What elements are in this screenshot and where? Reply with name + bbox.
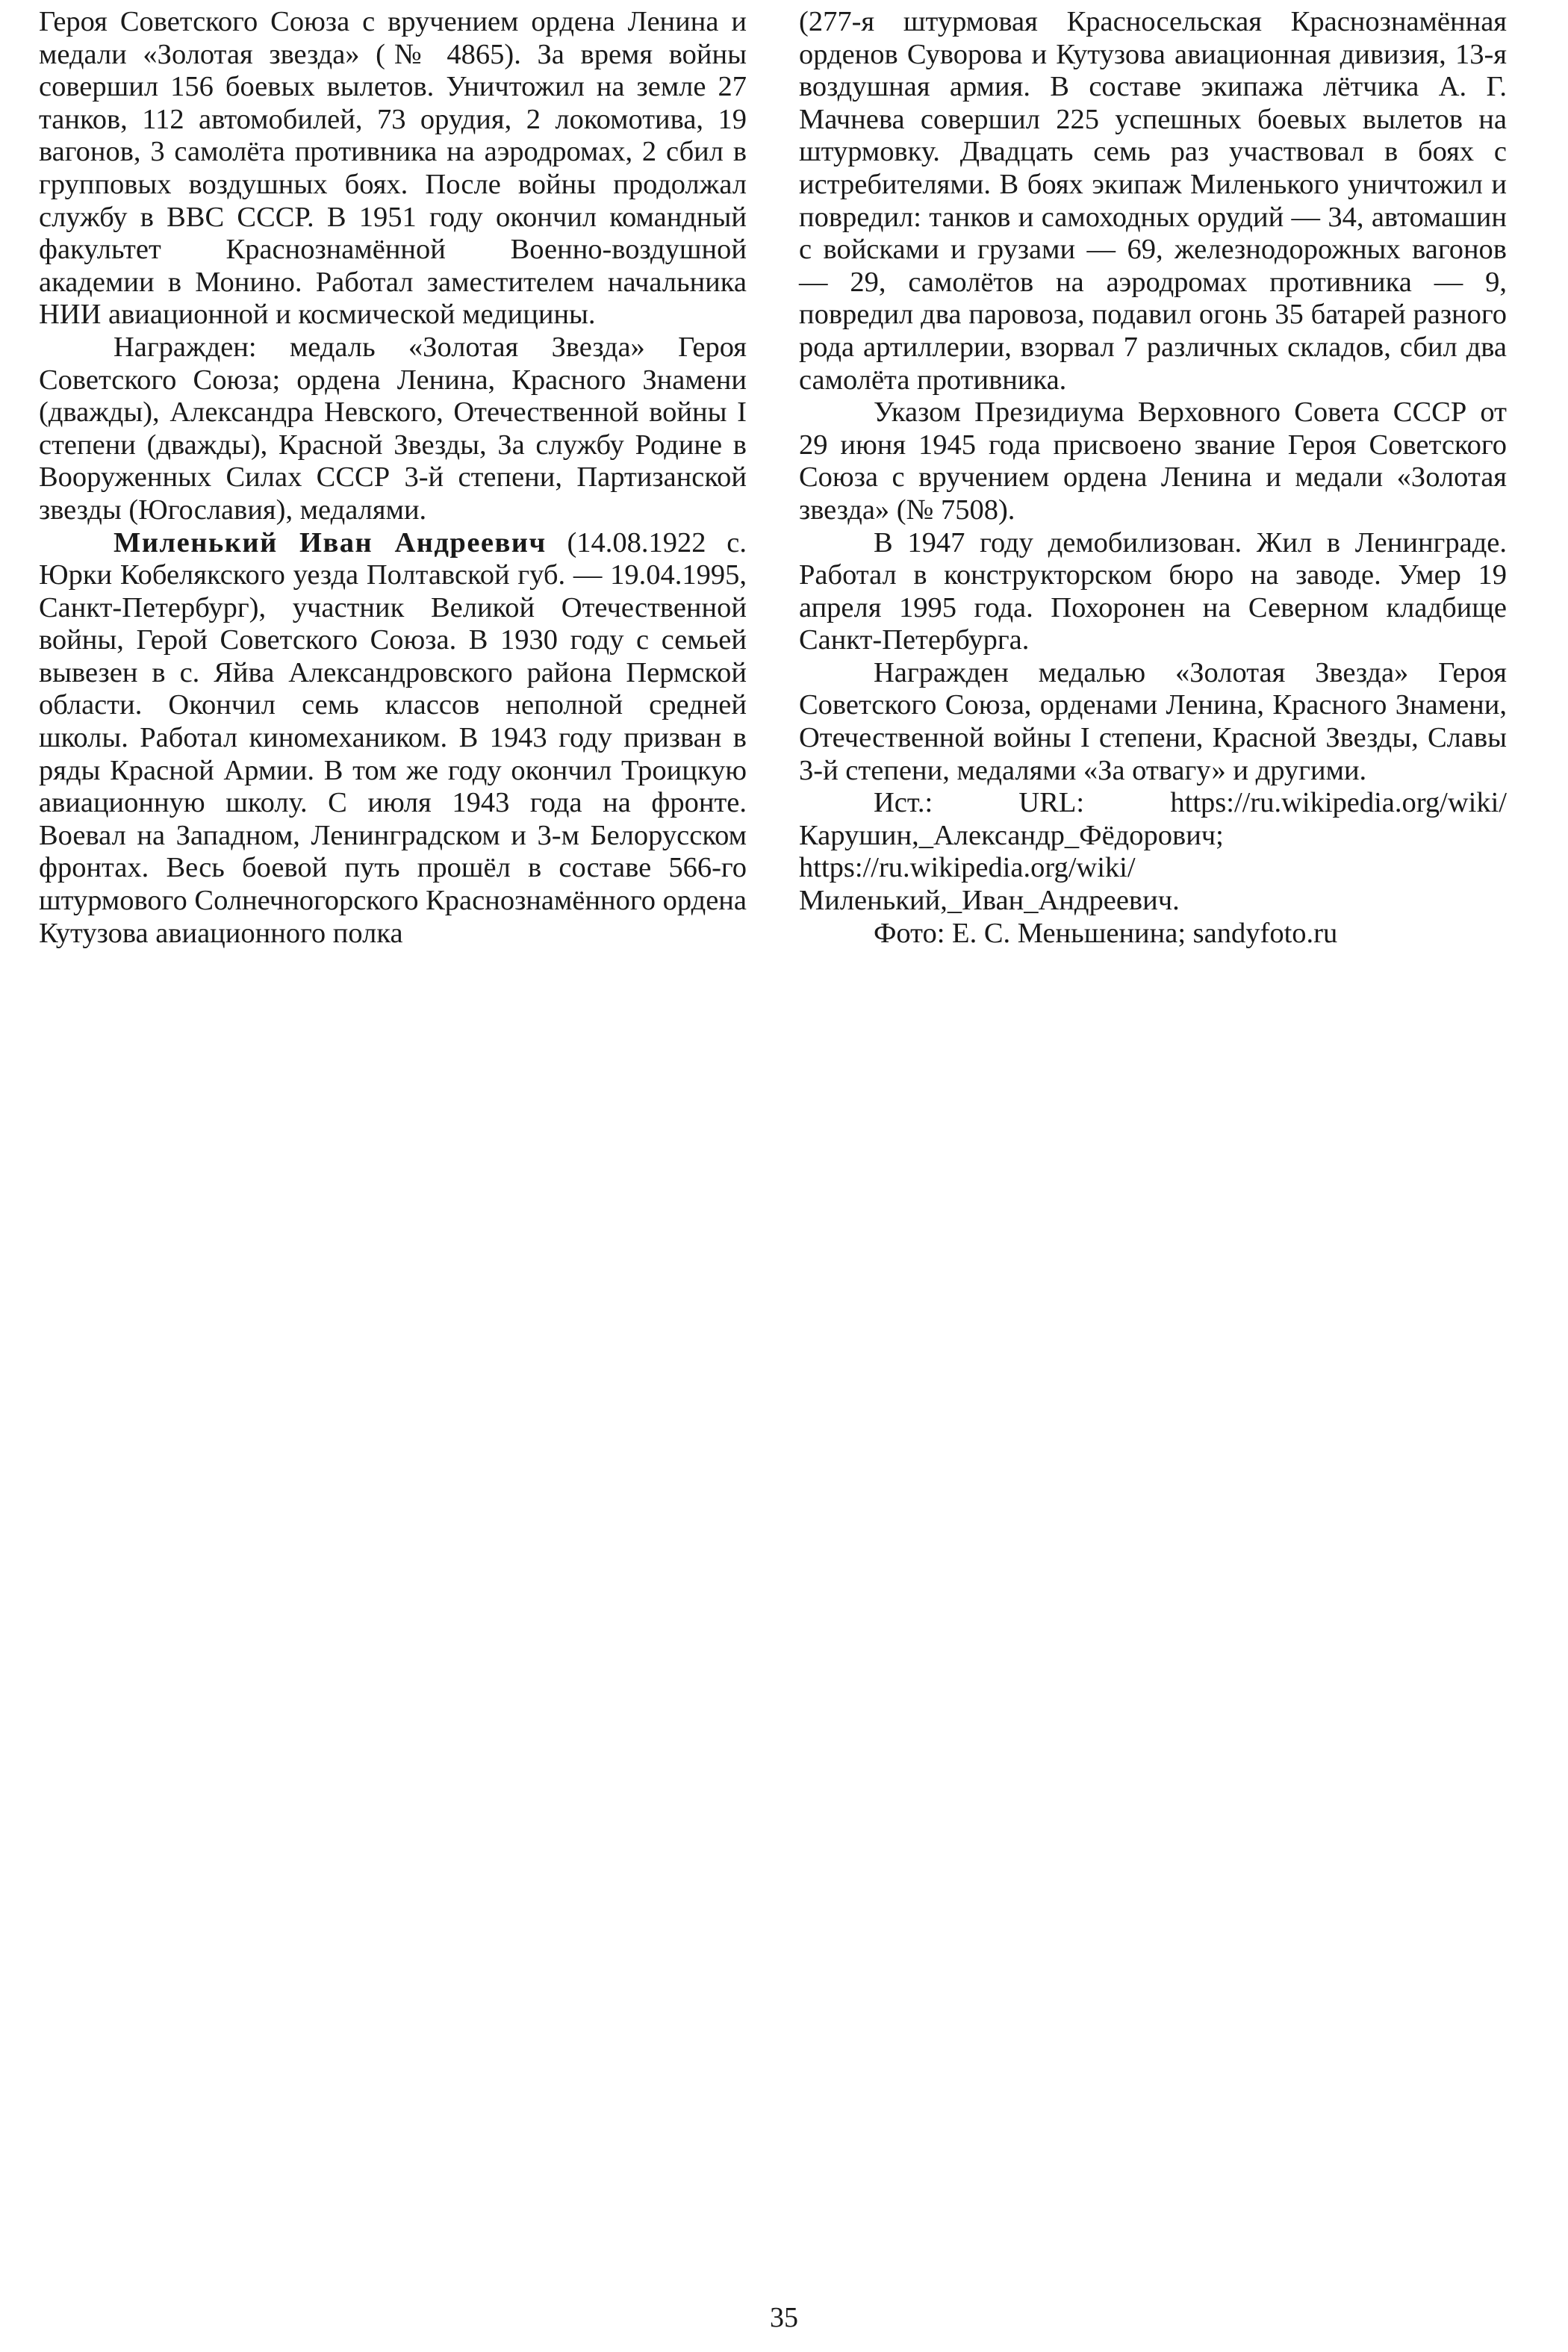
paragraph-photo-credit: Фото: Е. С. Меньшенина; sandyfoto.ru (874, 917, 1338, 949)
left-column (39, 6, 747, 950)
paragraph-milenky-intro (39, 527, 747, 951)
paragraph-milenky-combat: (277-я штурмовая Красносельская Краснознамённая орденов Суворова и Кутузова авиационная дивизия, 13-я воздушная армия. В составе экипажа лётчика А. Г. Мачнева совершил 225 успешных боевых вылетов на штурмовку. Двадцать семь раз участвовал в боях с истребителями. В боях экипаж Миленького уничтожил и повредил: танков и самоходных орудий — 34, автомашин с войсками и грузами — 69, железнодорожных вагонов — 29, самолётов на аэродромах противника — 9, повредил два паровоза, подавил огонь 35 батарей разного рода артиллерии, взорвал 7 различных складов, сбил два самолёта противника. (799, 6, 1507, 396)
paragraph-milenky-biography: (14.08.1922 с. Юрки Кобелякского уезда Полтавской губ. — 19.04.1995, Санкт-Петербург), участник Великой Отечественной войны, Герой Советского Союза. В 1930 году с семьей вывезен в с. Яйва Александровского района Пермской области. Окончил семь классов неполной средней школы. Работал киномехаником. В 1943 году призван в ряды Красной Армии. В том же году окончил Троицкую авиационную школу. С июля 1943 года на фронте. Воевал на Западном, Ленинградском и 3-м Белорусском фронтах. Весь боевой путь прошёл в составе 566-го штурмового Солнечногорского Краснознамённого ордена Кутузова авиационного полка (39, 526, 747, 949)
paragraph-karushin-biography: Героя Советского Союза с вручением ордена Ленина и медали «Золотая звезда» (№ 4865). За время войны совершил 156 боевых вылетов. Уничтожил на земле 27 танков, 112 автомобилей, 73 орудия, 2 локомотива, 19 вагонов, 3 самолёта противника на аэродромах, 2 сбил в групповых воздушных боях. После войны продолжал службу в ВВС СССР. В 1951 году окончил командный факультет Краснознамённой Военно-воздушной академии в Монино. Работал заместителем начальника НИИ авиационной и космической медицины. (39, 6, 747, 331)
paragraph-milenky-awards: Награжден медалью «Золотая Звезда» Героя Советского Союза, орденами Ленина, Красного Знамени, Отечественной войны I степени, Красной Звезды, Славы 3-й степени, медалями «За отвагу» и другими. (799, 656, 1507, 786)
right-column (799, 6, 1507, 950)
paragraph-karushin-awards: Награжден: медаль «Золотая Звезда» Героя Советского Союза; ордена Ленина, Красного Знамени (дважды), Александра Невского, Отечественной войны I степени (дважды), Красной Звезды, За службу Родине в Вооруженных Силах СССР 3-й степени, Партизанской звезды (Югославия), медалями. (39, 331, 747, 526)
paragraph-milenky-decree: Указом Президиума Верховного Совета СССР от 29 июня 1945 года присвоено звание Героя Советского Союза с вручением ордена Ленина и медали «Золотая звезда» (№ 7508). (799, 396, 1507, 526)
page-number: 35 (770, 2302, 798, 2333)
paragraph-milenky-postwar: В 1947 году демобилизован. Жил в Ленинграде. Работал в конструкторском бюро на заводе. Умер 19 апреля 1995 года. Похоронен на Северном кладбище Санкт-Петербурга. (799, 526, 1507, 656)
person-name-milenky: Миленький Иван Андреевич (113, 526, 547, 559)
paragraph-sources: Ист.: URL: https://ru.wikipedia.org/wiki/Карушин,_Александр_Фёдорович; https://ru.wikipedia.org/wiki/Миленький,_Иван_Андреевич. (799, 787, 1507, 917)
